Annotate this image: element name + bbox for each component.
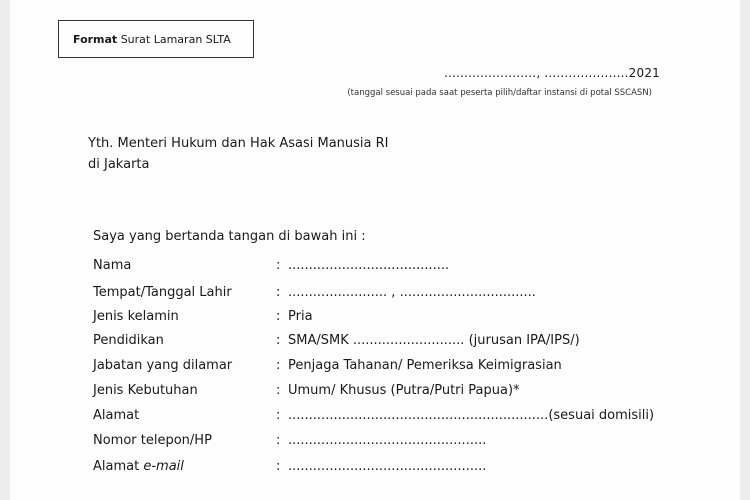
field-value: Penjaga Tahanan/ Pemeriksa Keimigrasian: [288, 358, 562, 373]
field-colon: :: [276, 433, 281, 448]
recipient-line-2: di Jakarta: [88, 157, 150, 172]
field-value: ...............................................................(sesuai domisili): [288, 408, 655, 423]
field-label: [93, 457, 184, 477]
page-edge-right: [740, 0, 750, 500]
date-line: ......................., .....................2021: [443, 66, 660, 80]
field-value: ................................................: [288, 459, 487, 474]
date-note: (tanggal sesuai pada saat peserta pilih/daftar instansi di potal SSCASN): [347, 88, 652, 98]
field-label: Nomor telepon/HP: [93, 433, 212, 448]
field-label: Nama: [93, 258, 132, 273]
field-value: .......................................: [288, 258, 450, 273]
field-value: Pria: [288, 309, 313, 324]
recipient-line-1: Yth. Menteri Hukum dan Hak Asasi Manusia RI: [88, 136, 389, 151]
field-label: Alamat: [93, 408, 140, 423]
field-value: SMA/SMK ........................... (jurusan IPA/IPS/): [288, 333, 580, 348]
format-title-bold: Format: [73, 33, 118, 46]
field-colon: :: [276, 333, 281, 348]
field-value: Umum/ Khusus (Putra/Putri Papua)*: [288, 383, 520, 398]
field-colon: :: [276, 358, 281, 373]
recipient-address: [88, 133, 389, 175]
field-colon: :: [276, 285, 281, 300]
page-edge-left: [0, 0, 10, 500]
field-colon: :: [276, 258, 281, 273]
field-label: Tempat/Tanggal Lahir: [93, 285, 232, 300]
field-colon: :: [276, 383, 281, 398]
field-colon: :: [276, 309, 281, 324]
field-label: Jenis Kebutuhan: [93, 383, 198, 398]
field-label-plain: Alamat: [93, 459, 144, 474]
field-label: Jabatan yang dilamar: [93, 358, 233, 373]
field-value: ................................................: [288, 433, 487, 448]
format-title-box: [58, 20, 254, 58]
field-label: Jenis kelamin: [93, 309, 179, 324]
field-colon: :: [276, 408, 281, 423]
field-value: ........................ , .................................: [288, 285, 536, 300]
intro-text: Saya yang bertanda tangan di bawah ini :: [93, 229, 366, 244]
field-label-italic: e-mail: [143, 459, 184, 474]
field-label: Pendidikan: [93, 333, 164, 348]
format-title-text: Surat Lamaran SLTA: [117, 33, 231, 46]
field-colon: :: [276, 459, 281, 474]
